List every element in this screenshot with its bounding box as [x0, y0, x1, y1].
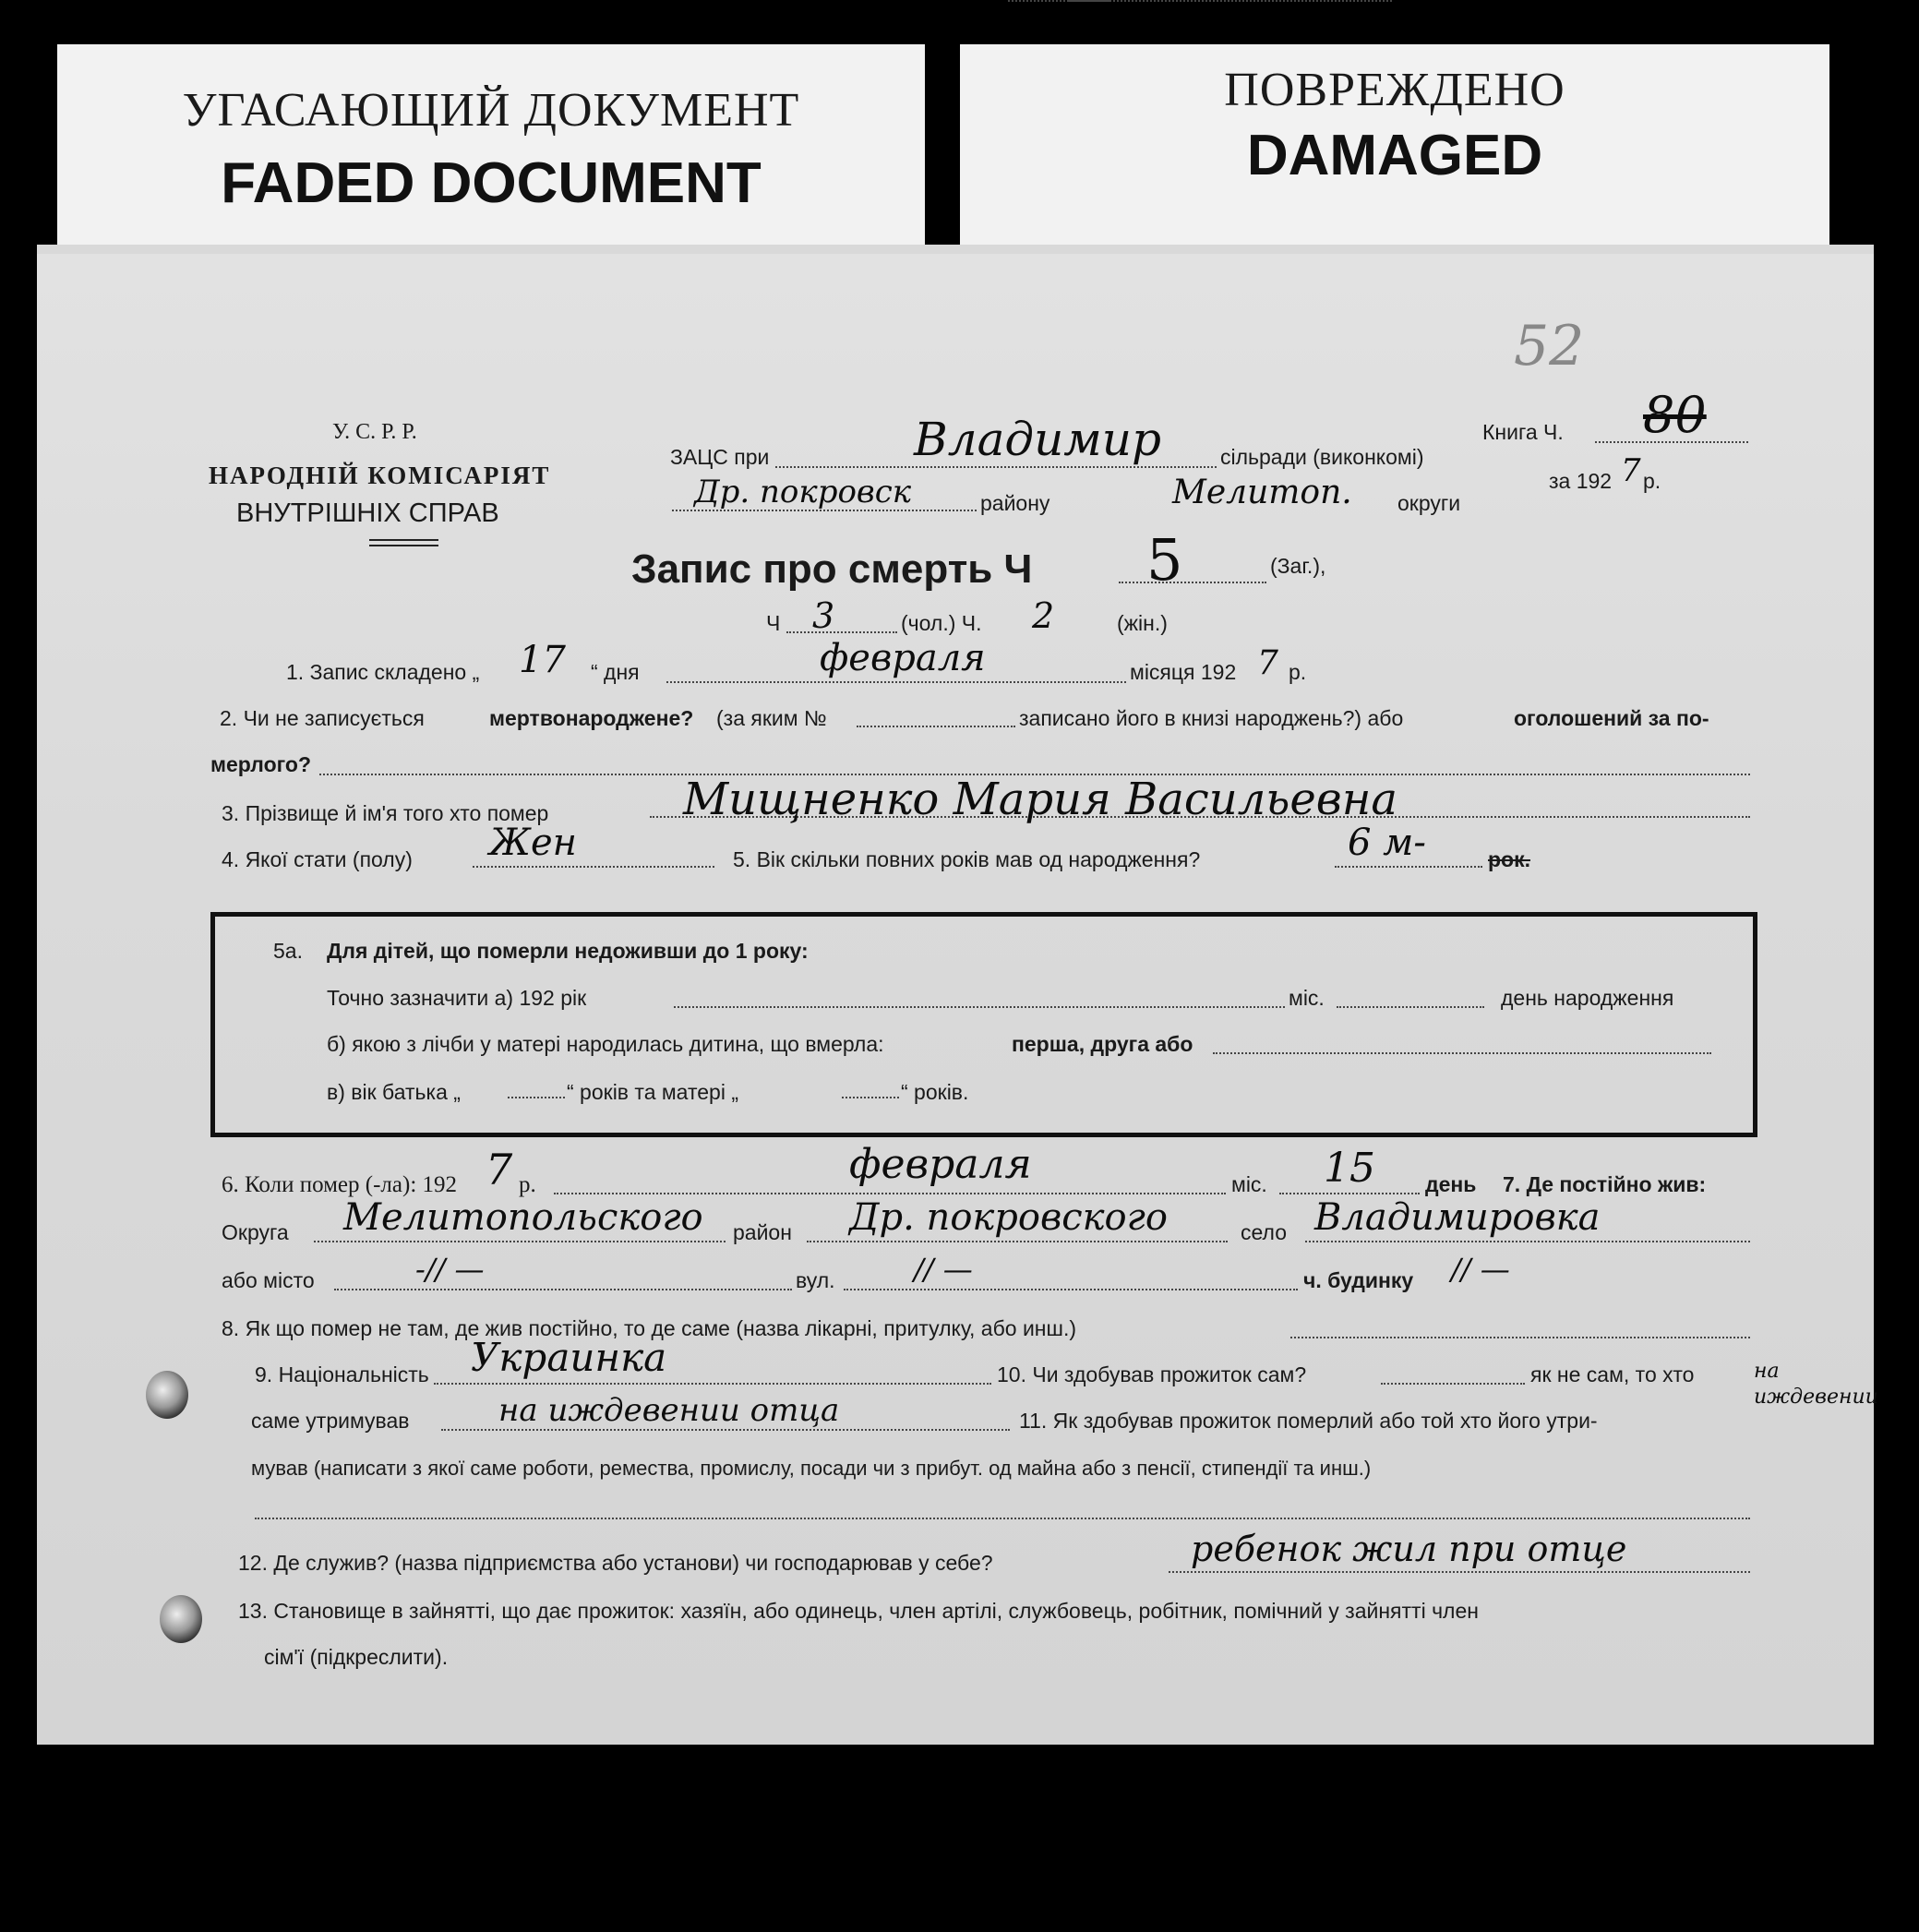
- rayonu-label: району: [980, 491, 1050, 515]
- folio-number: 52: [1514, 314, 1585, 378]
- res-rayon: Др. покровского: [849, 1196, 1168, 1239]
- zhin-label: (жін.): [1117, 611, 1168, 635]
- f5a-c3: “ років.: [901, 1080, 969, 1104]
- district-handwritten: Др. покровск: [694, 474, 912, 510]
- f5a-month-line: [1337, 1006, 1484, 1008]
- year-digit: 7: [1621, 452, 1641, 489]
- header-rule-2: [369, 545, 438, 546]
- male-number: 3: [812, 595, 835, 636]
- served-line: [1169, 1571, 1750, 1573]
- supported-line: [441, 1429, 1010, 1431]
- f5a-number: 5а.: [273, 939, 303, 963]
- field2-number: (за яким №: [716, 706, 827, 730]
- selo-label: село: [1241, 1220, 1287, 1244]
- record-month: февраля: [820, 637, 986, 679]
- faded-label-ru: УГАСАЮЩИЙ ДОКУМЕНТ: [182, 84, 800, 137]
- sex-line: [473, 866, 714, 868]
- nationality: Украинка: [471, 1335, 667, 1380]
- header-rule: [369, 539, 438, 541]
- field2-cont: мерлого?: [210, 752, 312, 776]
- punch-hole-top: [146, 1371, 188, 1419]
- field11-cont: мував (написати з якої саме роботи, ремества, промислу, посади чи з прибут. од майна або з пенсії, стипендії та инш.): [251, 1457, 1372, 1480]
- field5-label: 5. Вік скільки повних років мав од народження?: [733, 847, 1201, 871]
- damaged-label: [960, 44, 1829, 275]
- f5a-title: Для дітей, що померли недоживши до 1 року:: [327, 939, 809, 963]
- field2-line: [857, 726, 1015, 727]
- field2-declared: оголошений за по-: [1514, 706, 1709, 730]
- f5a-order-line: [1213, 1052, 1711, 1054]
- res-selo: Владимировка: [1314, 1196, 1601, 1239]
- damaged-label-ru: ПОВРЕЖДЕНО: [1224, 64, 1565, 116]
- commissariat-label: НАРОДНІЙ КОМІСАРІЯТ: [209, 462, 551, 489]
- ussr-label: У. С. Р. Р.: [332, 420, 417, 444]
- field1-misyats: місяця 192: [1130, 660, 1237, 684]
- internal-affairs-label: ВНУТРІШНІХ СПРАВ: [236, 498, 499, 528]
- served-value: ребенок жил при отце: [1191, 1529, 1627, 1569]
- res-rayon-line: [807, 1241, 1228, 1242]
- field9-label: 9. Національність: [255, 1362, 429, 1386]
- record-day: 17: [519, 639, 566, 681]
- death-day: 15: [1324, 1145, 1375, 1192]
- book-number: 80: [1643, 386, 1707, 444]
- field1-label: 1. Запис складено „: [286, 660, 480, 684]
- abo-misto-label: або місто: [222, 1268, 315, 1292]
- f5a-den: день народження: [1501, 986, 1674, 1010]
- rayon-label: район: [733, 1220, 792, 1244]
- record-year-digit: 7: [1257, 644, 1278, 682]
- year-suffix: р.: [1643, 469, 1661, 493]
- field8-label: 8. Як що помер не там, де жив постійно, то де саме (назва лікарні, притулку, або инш.): [222, 1316, 1077, 1340]
- okruga-label: Округа: [222, 1220, 289, 1244]
- zag-label: (Заг.),: [1270, 554, 1326, 578]
- f5a-c1: в) вік батька „: [327, 1080, 461, 1104]
- chol-label: (чол.) Ч.: [901, 611, 982, 635]
- field10-b: як не сам, то хто: [1530, 1362, 1695, 1386]
- who-supported: на иждевении отца: [498, 1392, 840, 1429]
- sex-value: Жен: [489, 822, 577, 864]
- ch-label: Ч: [766, 611, 781, 635]
- death-day-line: [1279, 1193, 1420, 1194]
- okrug-handwritten: Мелитоп.: [1172, 474, 1352, 511]
- okrugi-label: округи: [1397, 491, 1461, 515]
- year-label: за 192: [1549, 469, 1613, 493]
- field13-cont: сім'ї (підкреслити).: [264, 1645, 449, 1669]
- rok-label: рок.: [1488, 847, 1530, 871]
- field1-den: “ дня: [591, 660, 640, 684]
- village-handwritten: Владимир: [914, 413, 1161, 466]
- record-title: Запис про смерть Ч: [631, 546, 1033, 592]
- res-selo-line: [1305, 1241, 1750, 1242]
- field1-r: р.: [1289, 660, 1307, 684]
- deceased-name: Мищненко Мария Васильевна: [683, 774, 1397, 825]
- field2-stillborn: мертвонароджене?: [489, 706, 694, 730]
- misto-line: [334, 1289, 792, 1290]
- field3-label: 3. Прізвище й ім'я того хто помер: [222, 801, 549, 825]
- damaged-label-en: DAMAGED: [1246, 124, 1543, 187]
- f5a-b2: перша, друга або: [1012, 1032, 1193, 1056]
- field11-label: 11. Як здобував прожиток померлий або той хто його утри-: [1019, 1409, 1598, 1433]
- faded-document-label: [57, 44, 925, 247]
- punch-hole-bottom: [160, 1595, 202, 1643]
- female-number-line: [1008, 0, 1109, 2]
- field4-label: 4. Якої стати (полу): [222, 847, 413, 871]
- field6-r: р.: [519, 1172, 536, 1197]
- male-number-line: [786, 631, 897, 633]
- field8-line: [1290, 1337, 1750, 1338]
- village-field-line: [775, 466, 1217, 468]
- record-number: 5: [1146, 526, 1183, 594]
- budynku-label: ч. будинку: [1303, 1268, 1414, 1292]
- supported-note: на иждевении: [1754, 1360, 1878, 1409]
- okrug-field-line: [1069, 0, 1392, 2]
- house-value: // —: [1451, 1252, 1510, 1287]
- book-label: Книга Ч.: [1482, 420, 1564, 444]
- f5a-mother-age-line: [842, 1097, 899, 1098]
- death-year-digit: 7: [486, 1145, 513, 1194]
- vul-label: вул.: [796, 1268, 835, 1292]
- death-month-line: [554, 1193, 1226, 1194]
- record-month-line: [666, 681, 1126, 683]
- f5a-year-line: [674, 1006, 1285, 1008]
- same-utr-label: саме утримував: [251, 1409, 410, 1433]
- age-line: [1335, 866, 1482, 868]
- female-number: 2: [1032, 595, 1055, 636]
- f5a-a: Точно зазначити а) 192 рік: [327, 986, 587, 1010]
- death-month: февраля: [849, 1141, 1032, 1188]
- field10-label: 10. Чи здобував прожиток сам?: [997, 1362, 1307, 1386]
- res-okrug: Мелитопольского: [343, 1196, 703, 1239]
- f5a-c2: “ років та матері „: [567, 1080, 738, 1104]
- field2-label: 2. Чи не записується: [220, 706, 425, 730]
- field12-label: 12. Де служив? (назва підприємства або установи) чи господарював у себе?: [238, 1551, 993, 1575]
- field6-label: 6. Коли помер (-ла): 192: [222, 1172, 458, 1197]
- field11-line: [255, 1518, 1750, 1519]
- vul-line: [844, 1289, 1298, 1290]
- f5a-father-age-line: [508, 1097, 565, 1098]
- vul-value: // —: [914, 1252, 973, 1287]
- record-number-line: [1119, 582, 1266, 583]
- f5a-b: б) якою з лічби у матері народилась дитина, що вмерла:: [327, 1032, 884, 1056]
- field6-mis: міс.: [1231, 1172, 1267, 1196]
- silrady-label: сільради (виконкомі): [1220, 445, 1424, 469]
- field7-label: 7. Де постійно жив:: [1503, 1172, 1707, 1196]
- field13-label: 13. Становище в зайнятті, що дає прожиток: хазяїн, або одинець, член артілі, службовець, робітник, помічний у зайнятті член: [238, 1599, 1479, 1623]
- nationality-line: [434, 1383, 991, 1385]
- res-okrug-line: [314, 1241, 726, 1242]
- misto-value: -// —: [415, 1252, 485, 1287]
- zags-label: ЗАЦС при: [670, 445, 770, 469]
- field10-line: [1381, 1383, 1525, 1385]
- age-value: 6 м-: [1348, 822, 1426, 864]
- field6-den: день: [1425, 1172, 1477, 1196]
- field2-mid: записано його в книзі народжень?) або: [1019, 706, 1404, 730]
- faded-label-en: FADED DOCUMENT: [221, 151, 762, 215]
- f5a-mis: міс.: [1289, 986, 1325, 1010]
